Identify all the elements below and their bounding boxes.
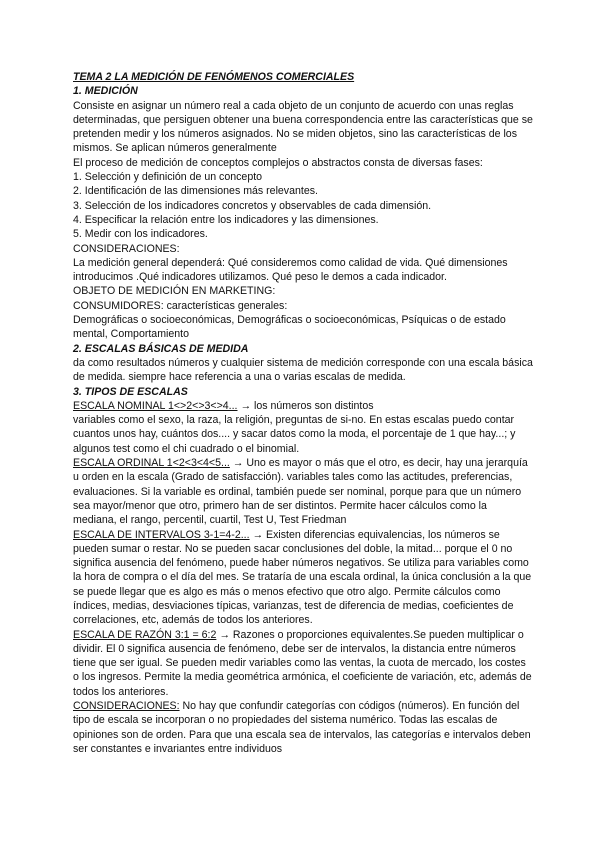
step-item: 5. Medir con los indicadores. [73,228,208,241]
ratio-scale-paragraph [73,628,533,699]
scales-considerations-paragraph [73,699,533,756]
ratio-scale-text: → Razones o proporciones equivalentes.Se pueden multiplicar o dividir. El 0 significa ausencia de fenómeno, debe ser de intervalos, la distancia entre números tiene que ser igual. Se pueden medir variables como las ventas, la cuota de mercado, los costes o los ingresos. Permite la media geométrica armónica, el coeficiente de variación, etc, además de todos los anteriores. [73,628,532,698]
nominal-scale-label: ESCALA NOMINAL 1<>2<>3<>4... [73,399,238,412]
ordinal-scale-text: → Uno es mayor o más que el otro, es decir, hay una jerarquía u orden en la escala (Grado de satisfacción). variables tales como las actitudes, preferencias, evaluaciones. Si la variable es ordinal, también puede ser nominal, porque para que un número sea mayor/menor que otro, primero han de ser distintos. Permite hacer cálculos como la mediana, el rango, percentil, cuartil, Test U, Test Friedman [73,457,528,527]
scales-considerations-label: CONSIDERACIONES: [73,700,180,713]
interval-scale-text: → Existen diferencias equivalencias, los números se pueden sumar o restar. No se pueden sacar conclusiones del doble, la mitad... porque el 0 no significa ausencia del fenómeno, puede haber números negativos. Se utiliza para variables como la hora de compra o el día del mes. Se trataría de una escala ordinal, la única conclusión a la que se puede llegar que es algo es más o menos efectivo que otro algo. Permite cálculos como índices, medias, desviaciones típicas, varianzas, test de diferencia de medias, coeficientes de correlaciones, etc, además de todos los anteriores. [73,528,532,627]
nominal-scale-arrow: → los números son distintos [237,399,374,412]
medicion-definition: Consiste en asignar un número real a cada objeto de un conjunto de acuerdo con unas reglas determinadas, que persiguen obtener una buena correspondencia entre las características que se pretenden medir y los números asignados. No se miden objetos, sino las características de los mismos. Se aplican números generalmente [73,99,533,155]
section-3-heading: 3. TIPOS DE ESCALAS [73,385,188,398]
process-intro: El proceso de medición de conceptos complejos o abstractos consta de diversas fases: [73,156,483,169]
ordinal-scale-paragraph [73,456,533,527]
ordinal-scale-label: ESCALA ORDINAL 1<2<3<4<5... [73,457,230,470]
step-item: 4. Especificar la relación entre los indicadores y las dimensiones. [73,213,379,226]
marketing-object: OBJETO DE MEDICIÓN EN MARKETING: [73,285,276,298]
considerations-label: CONSIDERACIONES: [73,242,180,255]
step-item: 3. Selección de los indicadores concretos y observables de cada dimensión. [73,199,432,212]
considerations-text: La medición general dependerá: Qué consideremos como calidad de vida. Qué dimensiones introducimos .Qué indicadores utilizamos. Qué peso le demos a cada indicador. [73,256,508,284]
nominal-scale-paragraph [73,399,533,413]
ratio-scale-label: ESCALA DE RAZÓN 3:1 = 6:2 [73,628,217,641]
section-2-heading: 2. ESCALAS BÁSICAS DE MEDIDA [73,342,249,355]
scales-considerations-text: No hay que confundir categorías con códigos (números). En función del tipo de escala se incorporan o no propiedades del sistema numérico. Todas las escalas de opiniones son de orden. Para que una escala sea de intervalos, las categorías e intervalos deben ser constantes e invariantes entre individuos [73,700,531,755]
step-item: 1. Selección y definición de un concepto [73,171,263,184]
step-item: 2. Identificación de las dimensiones más relevantes. [73,185,318,198]
interval-scale-label: ESCALA DE INTERVALOS 3-1=4-2... [73,528,250,541]
consumers-label: CONSUMIDORES: características generales: [73,299,288,312]
document-page [73,70,533,756]
interval-scale-paragraph [73,528,533,628]
section-2-text: da como resultados números y cualquier sistema de medición corresponde con una escala básica de medida. siempre hace referencia a una o varias escalas de medida. [73,356,533,384]
nominal-scale-text: variables como el sexo, la raza, la religión, preguntas de si-no. En estas escalas puedo contar cuantos unos hay, cuántos dos.... y sacar datos como la moda, el porcentaje de 1 que hay...; y algunos test como el chi cuadrado o el binomial. [73,414,516,455]
demographics-text: Demográficas o socioeconómicas, Demográficas o socioeconómicas, Psíquicas o de estado mental, Comportamiento [73,314,506,341]
document-title: TEMA 2 LA MEDICIÓN DE FENÓMENOS COMERCIALES [73,71,355,83]
section-1-heading: 1. MEDICIÓN [73,85,138,98]
